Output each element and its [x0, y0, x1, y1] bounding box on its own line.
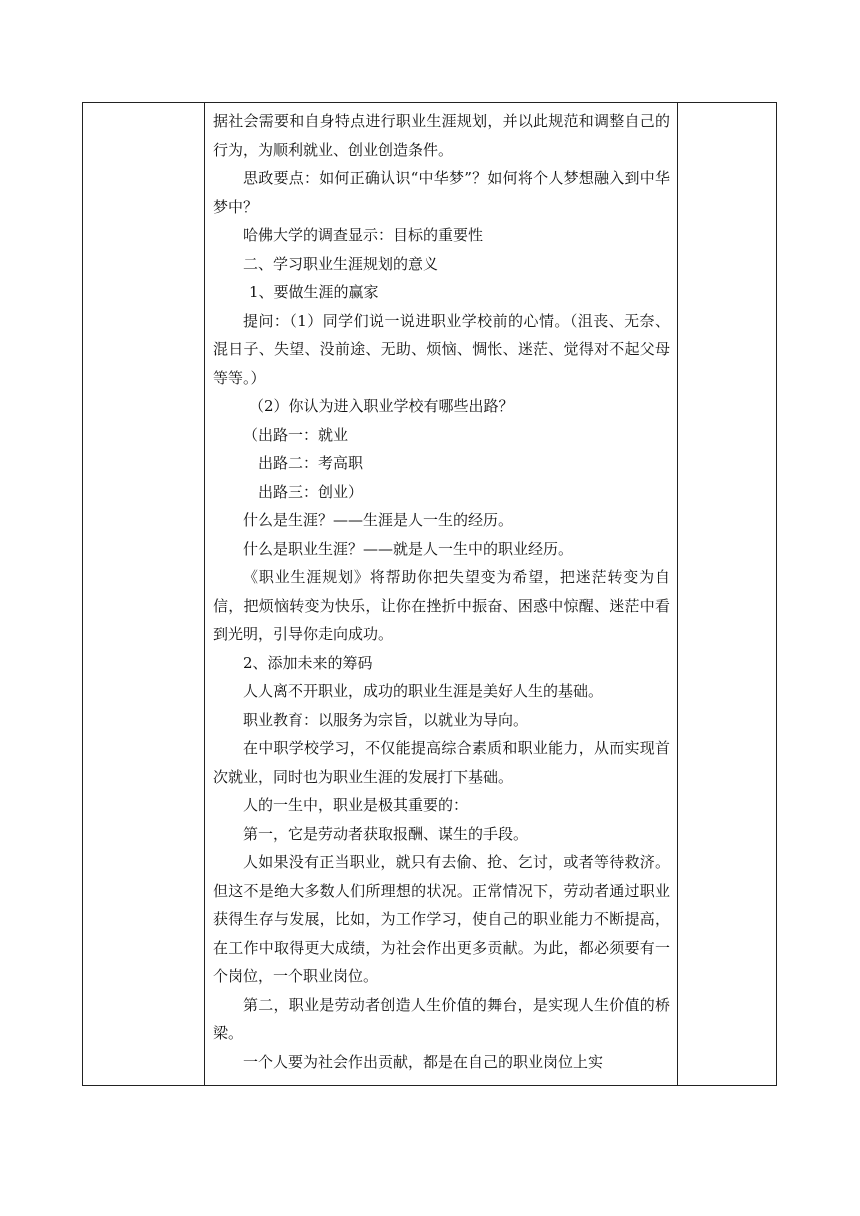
paragraph: 在中职学校学习，不仅能提高综合素质和职业能力，从而实现首次就业，同时也为职业生涯的发展打下基础。	[213, 739, 670, 786]
paragraph: 一个人要为社会作出贡献，都是在自己的职业岗位上实	[243, 1052, 604, 1071]
subsection-heading: 2、添加未来的筹码	[243, 653, 373, 672]
subsection-heading: 1、要做生涯的赢家	[249, 283, 379, 301]
right-column-cell	[678, 103, 776, 1085]
paragraph: 出路二：考高职	[258, 454, 364, 472]
paragraph: 人的一生中，职业是极其重要的：	[243, 796, 469, 814]
paragraph: 提问：（1）同学们说一说进职业学校前的心情。（沮丧、无奈、混日子、失望、没前途、无助、烦恼、惆怅、迷茫、觉得对不起父母等等。）	[213, 311, 670, 387]
lesson-table	[82, 102, 777, 1086]
paragraph: 人如果没有正当职业，就只有去偷、抢、乞讨，或者等待救济。但这不是绝大多数人们所理想的状况。正常情况下，劳动者通过职业获得生存与发展，比如，为工作学习，使自己的职业能力不断提高，在工作中取得更大成绩，为社会作出更多贡献。为此，都必须要有一个岗位，一个职业岗位。	[213, 853, 670, 985]
paragraph: 思政要点：如何正确认识“中华梦”？如何将个人梦想融入到中华梦中？	[213, 169, 670, 216]
paragraph: 什么是生涯？——生涯是人一生的经历。	[243, 511, 514, 529]
left-column-cell	[83, 103, 205, 1085]
paragraph: 据社会需要和自身特点进行职业生涯规划，并以此规范和调整自己的行为，为顺利就业、创业创造条件。	[213, 112, 670, 159]
paragraph: 出路三：创业）	[258, 482, 364, 501]
section-heading: 二、学习职业生涯规划的意义	[243, 254, 439, 273]
paragraph: 《职业生涯规划》将帮助你把失望变为希望，把迷茫转变为自信，把烦恼转变为快乐，让你在挫折中振奋、困惑中惊醒、迷茫中看到光明，引导你走向成功。	[213, 568, 670, 643]
paragraph: （2）你认为进入职业学校有哪些出路？	[249, 397, 514, 415]
paragraph: 人人离不开职业，成功的职业生涯是美好人生的基础。	[243, 682, 604, 700]
paragraph: 哈佛大学的调查显示：目标的重要性	[243, 226, 484, 244]
paragraph: （出路一：就业	[243, 425, 349, 444]
paragraph: 职业教育：以服务为宗旨，以就业为导向。	[243, 710, 529, 729]
content-column-cell	[205, 103, 678, 1085]
paragraph: 第二，职业是劳动者创造人生价值的舞台，是实现人生价值的桥梁。	[213, 995, 670, 1042]
paragraph: 第一，它是劳动者获取报酬、谋生的手段。	[243, 824, 529, 843]
paragraph: 什么是职业生涯？——就是人一生中的职业经历。	[243, 539, 574, 558]
